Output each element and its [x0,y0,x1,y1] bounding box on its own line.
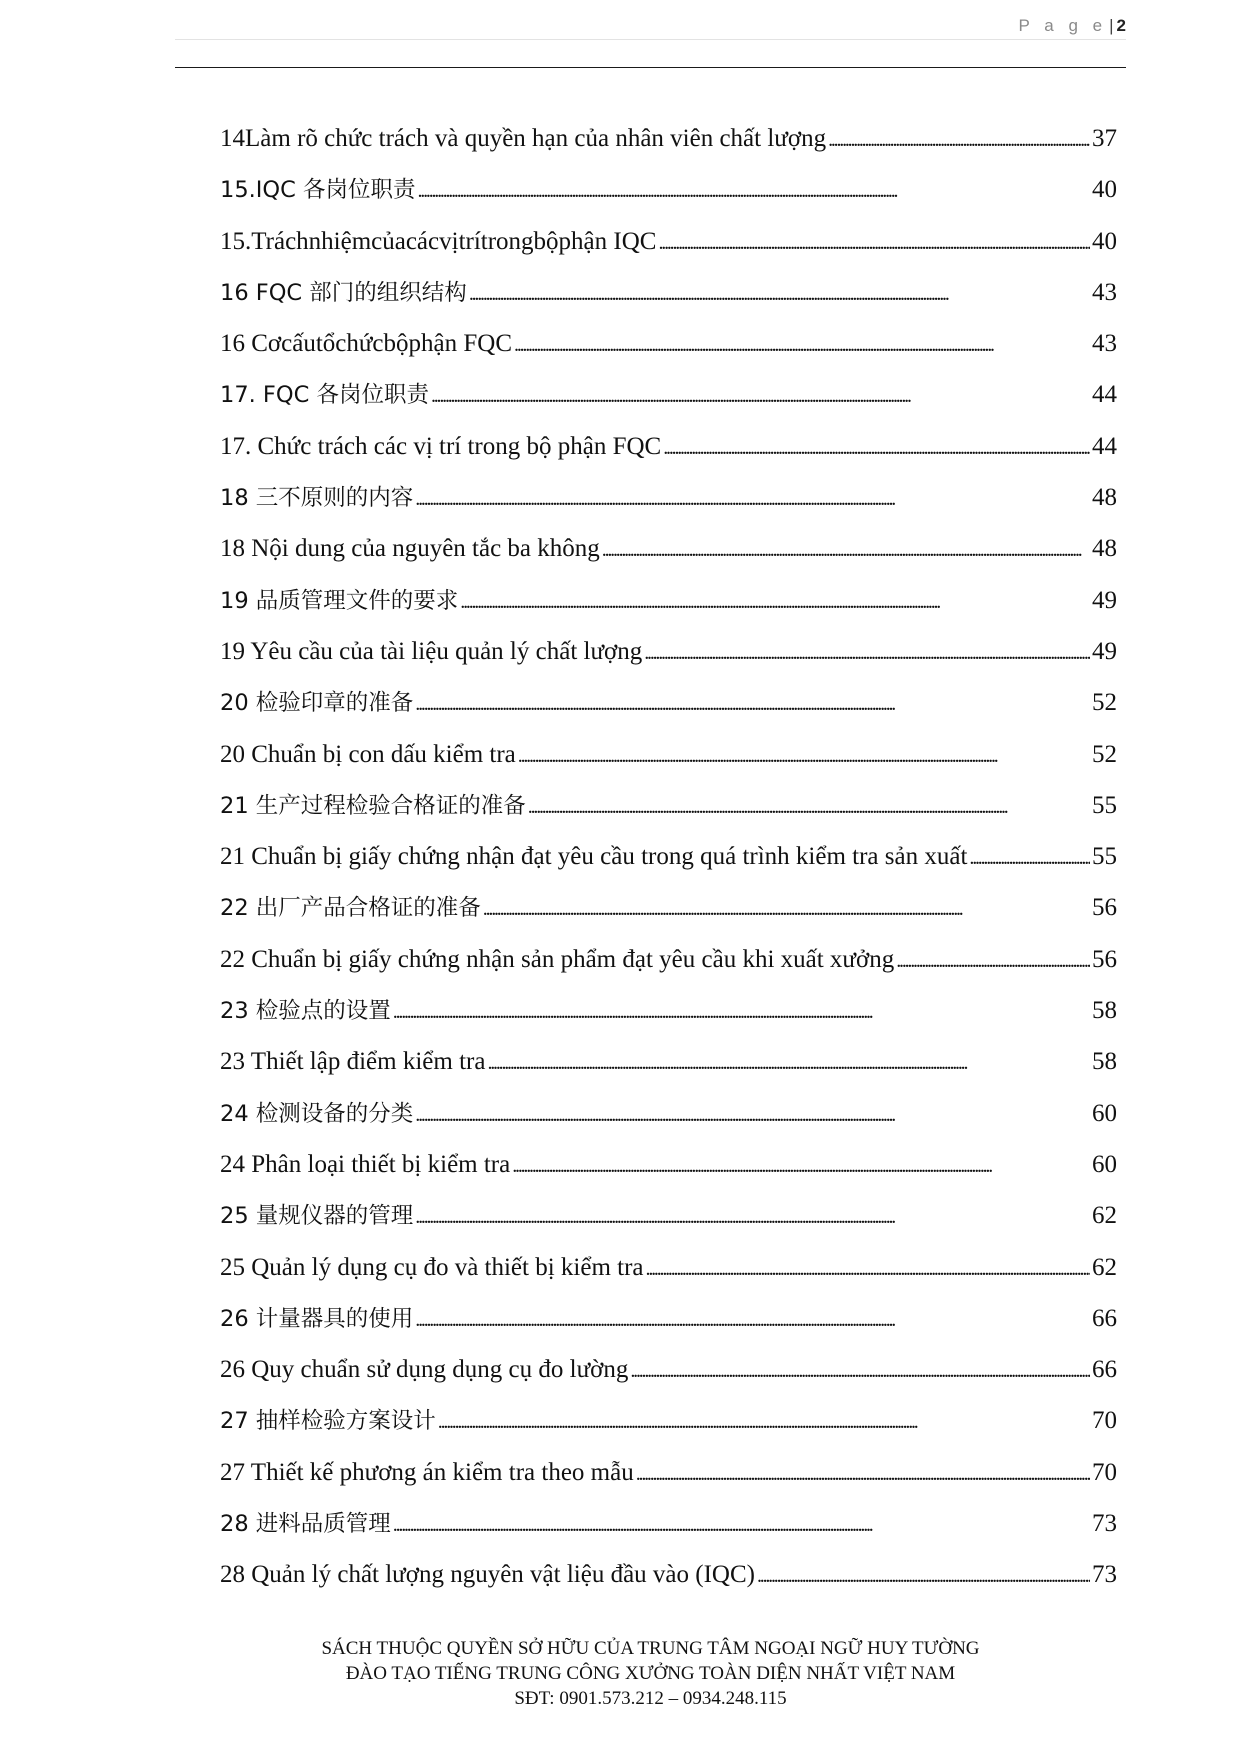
toc-dot-leader [757,1549,1090,1602]
toc-entry-page: 43 [1092,330,1117,358]
toc-dot-leader [512,1139,1090,1192]
toc-dot-leader [415,1293,1090,1346]
toc-entry[interactable] [220,267,1117,318]
toc-entry-title: 17. Chức trách các vị trí trong bộ phận FQC [220,432,662,460]
toc-entry-title: 21 Chuẩn bị giấy chứng nhận đạt yêu cầu trong quá trình kiểm tra sản xuất [220,843,968,871]
toc-entry-title: 18 Nội dung của nguyên tắc ba không [220,535,600,563]
toc-entry[interactable] [220,831,1117,882]
footer-phone: SĐT: 0901.573.212 – 0934.248.115 [514,1688,787,1709]
toc-dot-leader [415,1190,1090,1243]
toc-entry[interactable] [220,1242,1117,1293]
toc-entry[interactable] [220,164,1117,215]
toc-entry-title: 19 品质管理文件的要求 [220,587,459,614]
toc-entry[interactable] [220,369,1117,420]
toc-entry-title: 19 Yêu cầu của tài liệu quản lý chất lượng [220,637,643,665]
toc-entry[interactable] [220,677,1117,728]
toc-dot-leader [658,216,1090,269]
toc-entry[interactable] [220,421,1117,472]
toc-entry[interactable] [220,1549,1117,1600]
toc-dot-leader [514,318,1090,371]
toc-entry[interactable] [220,882,1117,933]
page-number: 2 [1116,16,1126,35]
toc-entry-page: 70 [1092,1458,1117,1486]
toc-entry[interactable] [220,934,1117,985]
toc-entry-page: 40 [1092,227,1117,255]
footer-ownership-line: SÁCH THUỘC QUYỀN SỞ HỮU CỦA TRUNG TÂM NGOẠI NGỮ HUY TƯỜNG [321,1638,980,1659]
toc-entry-title: 17. FQC 各岗位职责 [220,382,429,409]
toc-entry-title: 15.Tráchnhiệmcủacácvịtrítrongbộphận IQC [220,227,657,255]
toc-dot-leader [663,421,1090,474]
toc-entry-page: 43 [1092,278,1117,306]
page-label: P a g e [1018,16,1108,35]
toc-entry[interactable] [220,626,1117,677]
toc-dot-leader [636,1447,1090,1500]
toc-dot-leader [630,1344,1090,1397]
toc-entry-page: 56 [1092,945,1117,973]
toc-entry[interactable] [220,523,1117,574]
page-separator: | [1109,16,1114,35]
toc-entry-title: 28 进料品质管理 [220,1511,391,1538]
toc-entry-title: 16 FQC 部门的组织结构 [220,279,467,306]
toc-dot-leader [460,575,1090,628]
header-divider [175,67,1126,68]
toc-entry-page: 70 [1092,1407,1117,1435]
toc-entry[interactable] [220,1395,1117,1446]
toc-dot-leader [896,934,1090,987]
toc-entry-page: 62 [1092,1253,1117,1281]
toc-entry-title: 14Làm rõ chức trách và quyền hạn của nhân viên chất lượng [220,125,827,152]
toc-entry-page: 55 [1092,843,1117,871]
toc-entry-page: 49 [1092,586,1117,614]
toc-entry-title: 26 Quy chuẩn sử dụng dụng cụ đo lường [220,1356,629,1384]
toc-dot-leader [644,626,1090,679]
toc-entry-title: 20 Chuẩn bị con dấu kiểm tra [220,740,516,768]
footer-tagline: ĐÀO TẠO TIẾNG TRUNG CÔNG XƯỞNG TOÀN DIỆN NHẤT VIỆT NAM [345,1663,956,1684]
toc-entry[interactable] [220,216,1117,267]
toc-entry-title: 22 Chuẩn bị giấy chứng nhận sản phẩm đạt yêu cầu khi xuất xưởng [220,945,895,973]
toc-entry-page: 44 [1092,432,1117,460]
toc-entry-page: 56 [1092,894,1117,922]
toc-entry-page: 73 [1092,1510,1117,1538]
toc-entry-title: 28 Quản lý chất lượng nguyên vật liệu đầu vào (IQC) [220,1561,755,1589]
toc-dot-leader [393,1498,1090,1551]
toc-entry-title: 27 抽样检验方案设计 [220,1408,436,1435]
toc-entry[interactable] [220,472,1117,523]
toc-dot-leader [487,1036,1090,1089]
toc-entry[interactable] [220,1036,1117,1087]
toc-entry[interactable] [220,1139,1117,1190]
toc-entry-page: 55 [1092,791,1117,819]
toc-dot-leader [646,1242,1090,1295]
toc-entry-page: 62 [1092,1202,1117,1230]
toc-entry[interactable] [220,1447,1117,1498]
toc-entry-title: 26 计量器具的使用 [220,1305,414,1332]
toc-entry-page: 58 [1092,1048,1117,1076]
toc-entry-title: 20 检验印章的准备 [220,690,414,717]
toc-entry-page: 66 [1092,1356,1117,1384]
table-of-contents [220,113,1117,1601]
toc-entry-page: 52 [1092,689,1117,717]
toc-entry-page: 44 [1092,381,1117,409]
toc-entry[interactable] [220,780,1117,831]
toc-dot-leader [969,831,1090,884]
toc-entry-page: 40 [1092,176,1117,204]
toc-entry[interactable] [220,729,1117,780]
toc-entry[interactable] [220,985,1117,1036]
toc-entry-page: 66 [1092,1304,1117,1332]
toc-entry-title: 23 检验点的设置 [220,998,391,1025]
page-header [1019,12,1126,40]
toc-entry-title: 23 Thiết lập điểm kiểm tra [220,1048,486,1076]
toc-entry-page: 58 [1092,997,1117,1025]
toc-entry[interactable] [220,113,1117,164]
toc-dot-leader [483,882,1090,935]
toc-dot-leader [528,780,1090,833]
toc-entry[interactable] [220,1190,1117,1241]
toc-entry[interactable] [220,318,1117,369]
toc-entry[interactable] [220,1088,1117,1139]
toc-dot-leader [418,164,1091,217]
toc-entry-page: 48 [1092,535,1117,563]
toc-entry[interactable] [220,1293,1117,1344]
toc-dot-leader [393,985,1090,1038]
toc-entry[interactable] [220,1344,1117,1395]
toc-dot-leader [438,1395,1090,1448]
toc-entry-title: 16 Cơcấutổchứcbộphận FQC [220,330,513,358]
toc-entry-title: 27 Thiết kế phương án kiểm tra theo mẫu [220,1458,634,1486]
toc-entry-page: 52 [1092,740,1117,768]
toc-dot-leader [518,729,1090,782]
toc-dot-leader [415,472,1090,525]
header-thin-divider [175,39,1126,40]
toc-dot-leader [828,113,1090,166]
toc-entry[interactable] [220,1498,1117,1549]
toc-dot-leader [415,677,1090,730]
toc-dot-leader [431,369,1090,422]
toc-entry-title: 24 检测设备的分类 [220,1100,414,1127]
toc-entry-page: 60 [1092,1099,1117,1127]
toc-entry-title: 24 Phân loại thiết bị kiểm tra [220,1150,511,1178]
toc-entry-title: 25 量规仪器的管理 [220,1203,414,1230]
toc-dot-leader [602,523,1090,576]
toc-entry-title: 25 Quản lý dụng cụ đo và thiết bị kiểm tra [220,1253,644,1281]
toc-entry-page: 37 [1092,125,1117,152]
toc-dot-leader [415,1088,1090,1141]
toc-entry[interactable] [220,575,1117,626]
toc-dot-leader [469,267,1090,320]
toc-entry-title: 22 出厂产品合格证的准备 [220,895,481,922]
page-footer [175,1636,1126,1711]
toc-entry-page: 73 [1092,1561,1117,1589]
toc-entry-page: 48 [1092,484,1117,512]
toc-entry-page: 49 [1092,637,1117,665]
toc-entry-page: 60 [1092,1150,1117,1178]
toc-entry-title: 21 生产过程检验合格证的准备 [220,792,526,819]
toc-entry-title: 18 三不原则的内容 [220,485,414,512]
toc-entry-title: 15.IQC 各岗位职责 [220,177,416,204]
